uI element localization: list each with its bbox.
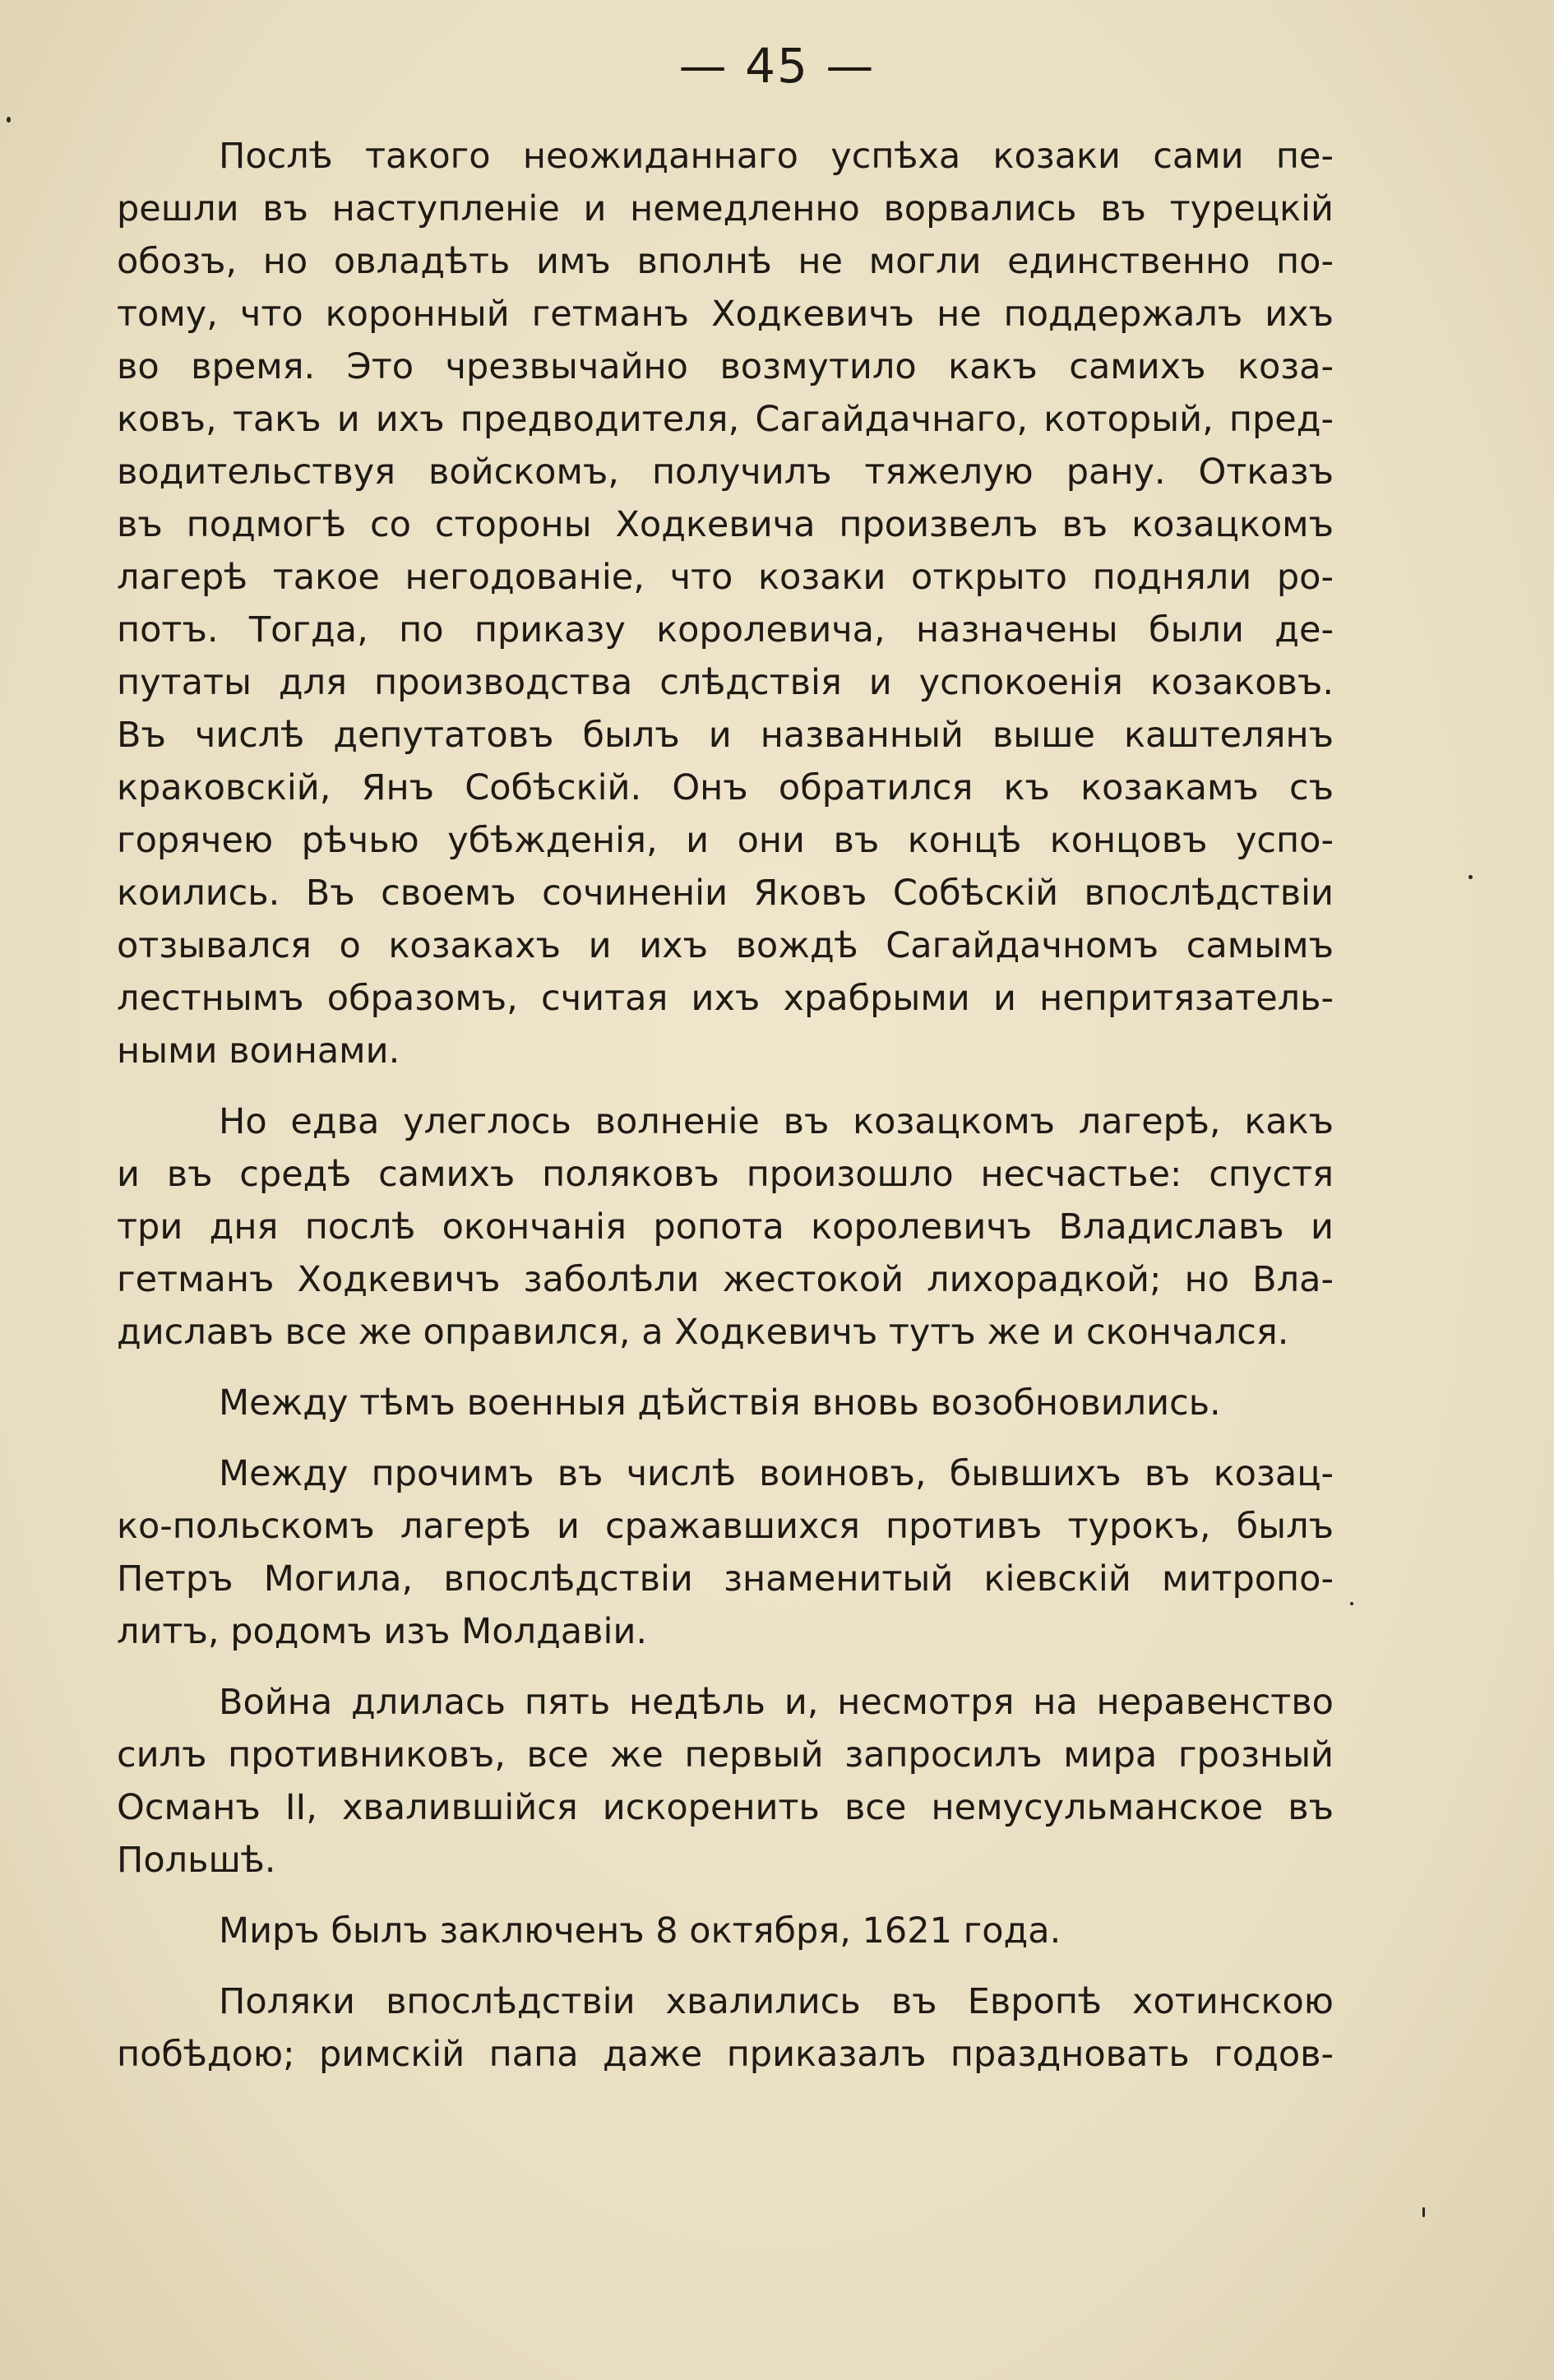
text-line: Петръ Могила, впослѣдствіи знаменитый кіевскій митропо-: [117, 1558, 1334, 1600]
text-line: лестнымъ образомъ, считая ихъ храбрыми и непритязатель-: [117, 978, 1334, 1019]
speck-mark: [7, 117, 11, 123]
text-line: Поляки впослѣдствіи хвалились въ Европѣ хотинскою: [219, 1981, 1334, 2022]
text-line: гетманъ Ходкевичъ заболѣли жестокой лихорадкой; но Вла-: [117, 1259, 1334, 1300]
text-body: [117, 130, 1334, 2099]
speck-mark: [1468, 875, 1473, 879]
text-line: ными воинами.: [117, 1030, 400, 1072]
text-line: коились. Въ своемъ сочиненіи Яковъ Собѣскій впослѣдствіи: [117, 873, 1334, 914]
paragraph: [117, 130, 1334, 1077]
text-line: тому, что коронный гетманъ Ходкевичъ не поддержалъ ихъ: [117, 294, 1334, 335]
paragraph: [117, 1975, 1334, 2081]
paragraph: [117, 1905, 1334, 1957]
text-line: отзывался о козакахъ и ихъ вождѣ Сагайдачномъ самымъ: [117, 925, 1334, 966]
speck-mark: [1422, 2207, 1425, 2217]
text-line: обозъ, но овладѣть имъ вполнѣ не могли единственно по-: [117, 241, 1334, 282]
paragraph: [117, 1377, 1334, 1429]
text-line: Въ числѣ депутатовъ былъ и названный выше каштелянъ: [117, 715, 1334, 756]
text-line: ко-польскомъ лагерѣ и сражавшихся противъ турокъ, былъ: [117, 1506, 1334, 1547]
text-line: Между прочимъ въ числѣ воиновъ, бывшихъ въ козац-: [219, 1453, 1334, 1494]
text-line: литъ, родомъ изъ Молдавіи.: [117, 1611, 648, 1652]
text-line: побѣдою; римскій папа даже приказалъ праздновать годов-: [117, 2034, 1334, 2075]
text-line: Польшѣ.: [117, 1840, 276, 1881]
text-line: диславъ все же оправился, а Ходкевичъ тутъ же и скончался.: [117, 1312, 1289, 1353]
text-line: Миръ былъ заключенъ 8 октября, 1621 года.: [219, 1910, 1061, 1952]
text-line: три дня послѣ окончанія ропота королевичъ Владиславъ и: [117, 1206, 1334, 1248]
text-line: въ подмогѣ со стороны Ходкевича произвелъ въ козацкомъ: [117, 504, 1334, 545]
text-line: Послѣ такого неожиданнаго успѣха козаки сами пе-: [219, 136, 1334, 177]
text-line: водительствуя войскомъ, получилъ тяжелую рану. Отказъ: [117, 451, 1334, 493]
text-line: и въ средѣ самихъ поляковъ произошло несчастье: спустя: [117, 1154, 1334, 1195]
text-line: во время. Это чрезвычайно возмутило какъ самихъ коза-: [117, 346, 1334, 387]
text-line: Но едва улеглось волненіе въ козацкомъ лагерѣ, какъ: [219, 1101, 1334, 1142]
text-line: краковскій, Янъ Собѣскій. Онъ обратился къ козакамъ съ: [117, 767, 1334, 808]
paragraph: [117, 1095, 1334, 1359]
speck-mark: [1350, 1602, 1353, 1605]
text-line: лагерѣ такое негодованіе, что козаки открыто подняли ро-: [117, 557, 1334, 598]
text-line: силъ противниковъ, все же первый запросилъ мира грозный: [117, 1734, 1334, 1776]
page-number: — 45 —: [678, 38, 876, 94]
text-line: Османъ II, хвалившійся искоренить все немусульманское въ: [117, 1787, 1334, 1828]
text-line: Между тѣмъ военныя дѣйствія вновь возобновились.: [219, 1382, 1221, 1424]
paragraph: [117, 1676, 1334, 1887]
text-line: решли въ наступленіе и немедленно ворвались въ турецкій: [117, 188, 1334, 229]
text-line: ковъ, такъ и ихъ предводителя, Сагайдачнаго, который, пред-: [117, 399, 1334, 440]
paragraph: [117, 1447, 1334, 1658]
text-line: путаты для производства слѣдствія и успокоенія козаковъ.: [117, 662, 1334, 703]
text-line: Война длилась пять недѣль и, несмотря на неравенство: [219, 1682, 1334, 1723]
text-line: потъ. Тогда, по приказу королевича, назначены были де-: [117, 609, 1334, 651]
text-line: горячею рѣчью убѣжденія, и они въ концѣ концовъ успо-: [117, 820, 1334, 861]
